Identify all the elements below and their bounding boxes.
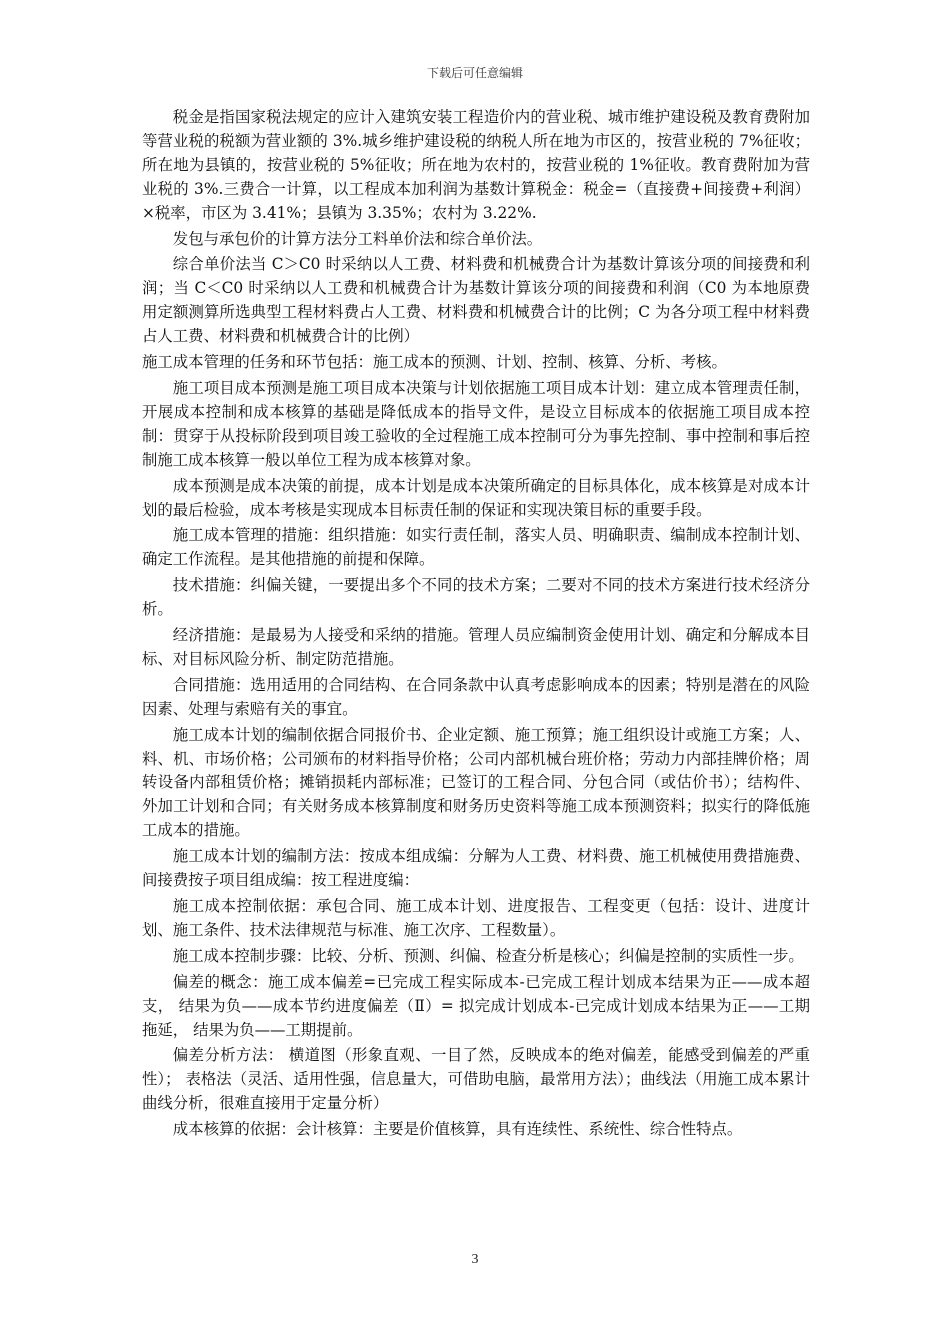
paragraph: 施工成本计划的编制方法：按成本组成编：分解为人工费、材料费、施工机械使用费措施费、间接费按子项目组成编：按工程进度编： (142, 847, 810, 890)
paragraph: 经济措施：是最易为人接受和采纳的措施。管理人员应编制资金使用计划、确定和分解成本目标、对目标风险分析、制定防范措施。 (142, 626, 810, 668)
paragraph: 施工成本管理的任务和环节包括：施工成本的预测、计划、控制、核算、分析、考核。 (142, 353, 727, 372)
paragraph: 施工成本管理的措施：组织措施：如实行责任制，落实人员、明确职责、编制成本控制计划、确定工作流程。是其他措施的前提和保障。 (142, 526, 810, 569)
paragraph: 成本预测是成本决策的前提，成本计划是成本决策所确定的目标具体化，成本核算是对成本计划的最后检验，成本考核是实现成本目标责任制的保证和实现决策目标的重要手段。 (142, 476, 810, 519)
document-body (142, 106, 810, 1144)
paragraph: 发包与承包价的计算方法分工料单价法和综合单价法。 (172, 229, 543, 248)
paragraph: 施工项目成本预测是施工项目成本决策与计划依据施工项目成本计划：建立成本管理责任制，开展成本控制和成本核算的基础是降低成本的指导文件，是设立目标成本的依据施工项目成本控制：贯穿于从投标阶段到项目竣工验收的全过程施工成本控制可分为事先控制、事中控制和事后控制施工成本核算一般以单位工程为成本核算对象。 (142, 378, 810, 469)
paragraph: 综合单价法当 C＞C0 时采纳以人工费、材料费和机械费合计为基数计算该分项的间接费和利润；当 C＜C0 时采纳以人工费和机械费合计为基数计算该分项的间接费和利润（C0 为本地原费用定额测算所选典型工程材料费占人工费、材料费和机械费合计的比例；C 为各分项工程中材料费占人工费、材料费和机械费合计的比例） (142, 255, 810, 346)
page-number: 3 (471, 1252, 479, 1267)
paragraph: 施工成本控制依据：承包合同、施工成本计划、进度报告、工程变更（包括：设计、进度计划、施工条件、技术法律规范与标准、施工次序、工程数量）。 (142, 897, 810, 939)
paragraph: 偏差的概念：施工成本偏差=已完成工程实际成本-已完成工程计划成本结果为正——成本超支， 结果为负——成本节约进度偏差（Ⅱ）= 拟完成计划成本-已完成计划成本结果为正——工期拖延， 结果为负——工期提前。 (142, 972, 810, 1039)
paragraph: 施工成本计划的编制依据合同报价书、企业定额、施工预算；施工组织设计或施工方案；人、料、机、市场价格；公司颁布的材料指导价格；公司内部机械台班价格；劳动力内部挂牌价格；周转设备内部租赁价格；摊销损耗内部标准；已签订的工程合同、分包合同（或估价书）；结构件、外加工计划和合同；有关财务成本核算制度和财务历史资料等施工成本预测资料；拟实行的降低施工成本的措施。 (142, 725, 810, 840)
paragraph: 技术措施：纠偏关键，一要提出多个不同的技术方案；二要对不同的技术方案进行技术经济分析。 (142, 576, 810, 619)
paragraph: 偏差分析方法： 横道图（形象直观、一目了然，反映成本的绝对偏差，能感受到偏差的严重性）； 表格法（灵活、适用性强，信息量大，可借助电脑，最常用方法）；曲线法（用施工成本累计曲线分析，很难直接用于定量分析） (142, 1046, 810, 1113)
paragraph: 施工成本控制步骤：比较、分析、预测、纠偏、检查分析是核心；纠偏是控制的实质性一步。 (172, 946, 804, 965)
paragraph: 成本核算的依据：会计核算：主要是价值核算，具有连续性、系统性、综合性特点。 (172, 1120, 743, 1139)
paragraph: 合同措施：选用适用的合同结构、在合同条款中认真考虑影响成本的因素；特别是潜在的风险因素、处理与索赔有关的事宜。 (142, 675, 810, 718)
paragraph: 税金是指国家税法规定的应计入建筑安装工程造价内的营业税、城市维护建设税及教育费附加等营业税的税额为营业额的 3%.城乡维护建设税的纳税人所在地为市区的，按营业税的 7%征收；所在地为县镇的，按营业税的 5%征收；所在地为农村的，按营业税的 1%征收。教育费附加为营业税的 3%.三费合一计算，以工程成本加利润为基数计算税金：税金=（直接费+间接费+利润）×税率，市区为 3.41%；县镇为 3.35%；农村为 3.22%. (142, 108, 810, 222)
page-header: 下载后可任意编辑 (426, 66, 523, 80)
